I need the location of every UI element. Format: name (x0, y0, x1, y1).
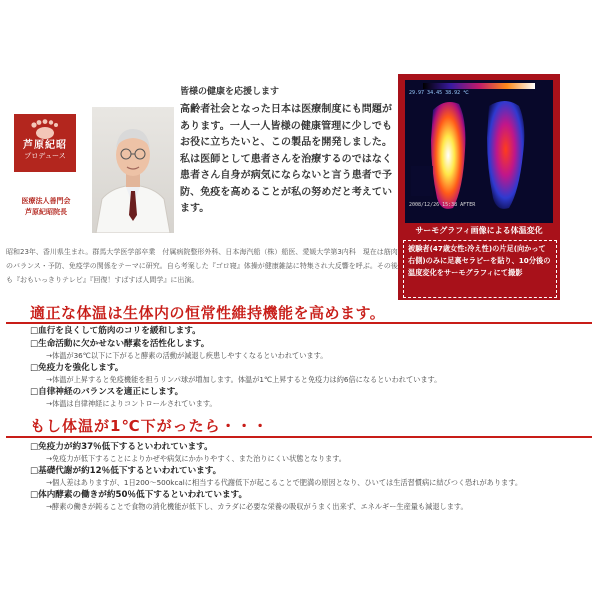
item-head: □体内酵素の働きが約50％低下するといわれています。 (30, 490, 248, 500)
item-head: □免疫力が約37％低下するといわれています。 (30, 442, 213, 452)
item-sub: →個人差はありますが、1日200～500kcalに相当する代謝低下が起こることで肥満の原因となり、ひいては生活習慣病に結びつく恐れがあります。 (46, 478, 523, 487)
affiliation-line1: 医療法人善門会 (21, 197, 71, 205)
affiliation (8, 196, 84, 218)
thermo-caption: サーモグラフィ画像による体温変化 (415, 226, 543, 235)
thermo-timestamp: 2008/12/26 15:38 AFTER (409, 202, 476, 208)
thermography-panel (398, 74, 560, 300)
item-sub: →体温が36℃以下に下がると酵素の活動が減退し疾患しやすくなるといわれています。 (46, 351, 328, 360)
list-item (30, 386, 590, 409)
badge-role: プロデュース (24, 152, 66, 160)
item-sub: →酵素の働きが鈍ることで食物の消化機能が低下し、カラダに必要な栄養の吸収がうまく出来ず、エネルギー生産量も減退します。 (46, 502, 468, 511)
thermo-note: 被験者(47歳女性:冷え性)の片足(向かって右側)のみに足裏セラピーを貼り、10分後の温度変化をサーモグラフィにて撮影 (403, 240, 557, 298)
list-item (30, 465, 590, 488)
section2-list (30, 441, 590, 512)
list-item (30, 362, 590, 385)
message-title: 皆様の健康を応援します (180, 87, 280, 97)
footprint-icon (22, 118, 68, 140)
section2-heading: もし体温が1℃下がったら・・・ (30, 417, 269, 435)
section1-list (30, 325, 590, 409)
affiliation-line2: 芦原紀昭院長 (25, 208, 67, 216)
badge-name: 芦原紀昭 (23, 140, 67, 151)
item-head: □基礎代謝が約12％低下するといわれています。 (30, 466, 222, 476)
item-sub: →免疫力が低下することによりかぜや病気にかかりやすく、また治りにくい状態となります。 (46, 454, 346, 463)
item-head: □自律神経のバランスを適正にします。 (30, 387, 184, 397)
item-head: □免疫力を強化します。 (30, 363, 124, 373)
thermography-image (405, 80, 553, 223)
list-item (30, 489, 590, 512)
item-head: □血行を良くして筋肉のコリを緩和します。 (30, 326, 201, 336)
producer-badge (14, 114, 76, 172)
list-item (30, 325, 590, 337)
section2-rule (6, 436, 592, 438)
list-item (30, 338, 590, 361)
thermo-readout: 29.97 34.45 38.92 ℃ (409, 90, 469, 96)
message-body: 高齢者社会となった日本は医療制度にも問題があります。一人一人皆様の健康管理に少しでもお役に立ちたいと、この製品を開発しました。私は医師として患者さんを治療するのではなく患者さん自身が病気にならないと言う患者で予防、免疫を高めることが私の努めだと考えています。 (180, 104, 392, 214)
item-sub: →体温は自律神経によりコントロールされています。 (46, 399, 217, 408)
doctor-bio: 昭和23年、香川県生まれ。群馬大学医学部卒業 付属病院整形外科、日本海汽船（株）船医、愛媛大学第3内科 現在は筋肉のバランス・予防、免疫学の関係をテーマに研究。自ら考案した『ゴロ寝』体操が健康雑誌に特集され大反響を呼ぶ。その後も『おもいっきりテレビ』『回復！すばすば人間学』に出演。 (6, 248, 398, 284)
list-item (30, 441, 590, 464)
section1-heading: 適正な体温は生体内の恒常性維持機能を高めます。 (30, 304, 386, 322)
section1-rule (6, 322, 592, 324)
item-sub: →体温が上昇すると免疫機能を担うリンパ球が増加します。体温が1℃上昇すると免疫力は約6倍になるといわれています。 (46, 375, 442, 384)
doctor-photo (92, 107, 174, 233)
item-head: □生命活動に欠かせない酵素を活性化します。 (30, 339, 210, 349)
